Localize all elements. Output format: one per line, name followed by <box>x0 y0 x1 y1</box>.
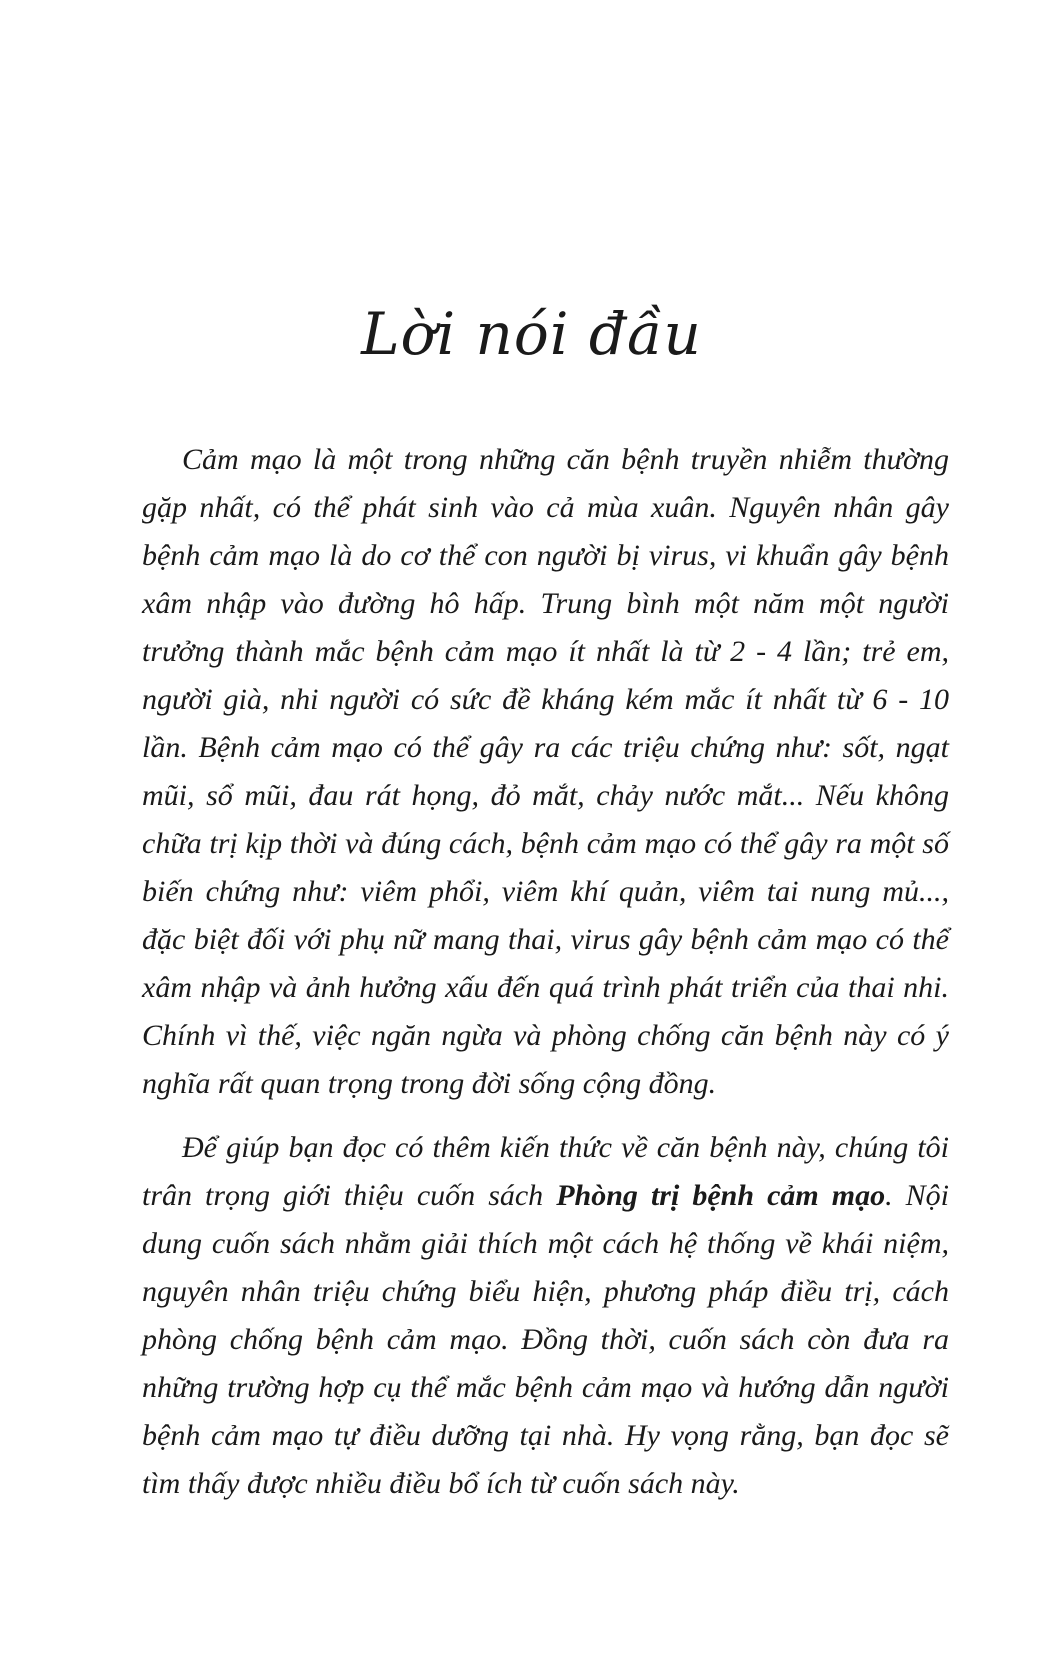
paragraph-2-rest: . Nội dung cuốn sách nhằm giải thích một cách hệ thống về khái niệm, nguyên nhân triệu chứng biểu hiện, phương pháp điều trị, cách phòng chống bệnh cảm mạo. Đồng thời, cuốn sách còn đưa ra những trường hợp cụ thể mắc bệnh cảm mạo và hướng dẫn người bệnh cảm mạo tự điều dưỡng tại nhà. Hy vọng rằng, bạn đọc sẽ tìm thấy được nhiều điều bổ ích từ cuốn sách này. <box>142 1179 949 1500</box>
paragraph-2-intro: Để giúp bạn đọc có thêm kiến thức về căn bệnh này, chúng tôi trân trọng giới thiệu cuốn sách <box>142 1131 949 1212</box>
page-title: Lời nói đầu <box>361 300 702 368</box>
preface-body <box>142 436 949 1524</box>
paragraph-2 <box>142 1124 949 1508</box>
book-title-bold: Phòng trị bệnh cảm mạo <box>556 1179 886 1212</box>
paragraph-1: Cảm mạo là một trong những căn bệnh truyền nhiễm thường gặp nhất, có thể phát sinh vào cả mùa xuân. Nguyên nhân gây bệnh cảm mạo là do cơ thể con người bị virus, vi khuẩn gây bệnh xâm nhập vào đường hô hấp. Trung bình một năm một người trưởng thành mắc bệnh cảm mạo ít nhất là từ 2 - 4 lần; trẻ em, người già, nhi người có sức đề kháng kém mắc ít nhất từ 6 - 10 lần. Bệnh cảm mạo có thể gây ra các triệu chứng như: sốt, ngạt mũi, sổ mũi, đau rát họng, đỏ mắt, chảy nước mắt... Nếu không chữa trị kịp thời và đúng cách, bệnh cảm mạo có thể gây ra một số biến chứng như: viêm phổi, viêm khí quản, viêm tai nung mủ..., đặc biệt đối với phụ nữ mang thai, virus gây bệnh cảm mạo có thể xâm nhập và ảnh hưởng xấu đến quá trình phát triển của thai nhi. Chính vì thế, việc ngăn ngừa và phòng chống căn bệnh này có ý nghĩa rất quan trọng trong đời sống cộng đồng. <box>142 443 949 1100</box>
